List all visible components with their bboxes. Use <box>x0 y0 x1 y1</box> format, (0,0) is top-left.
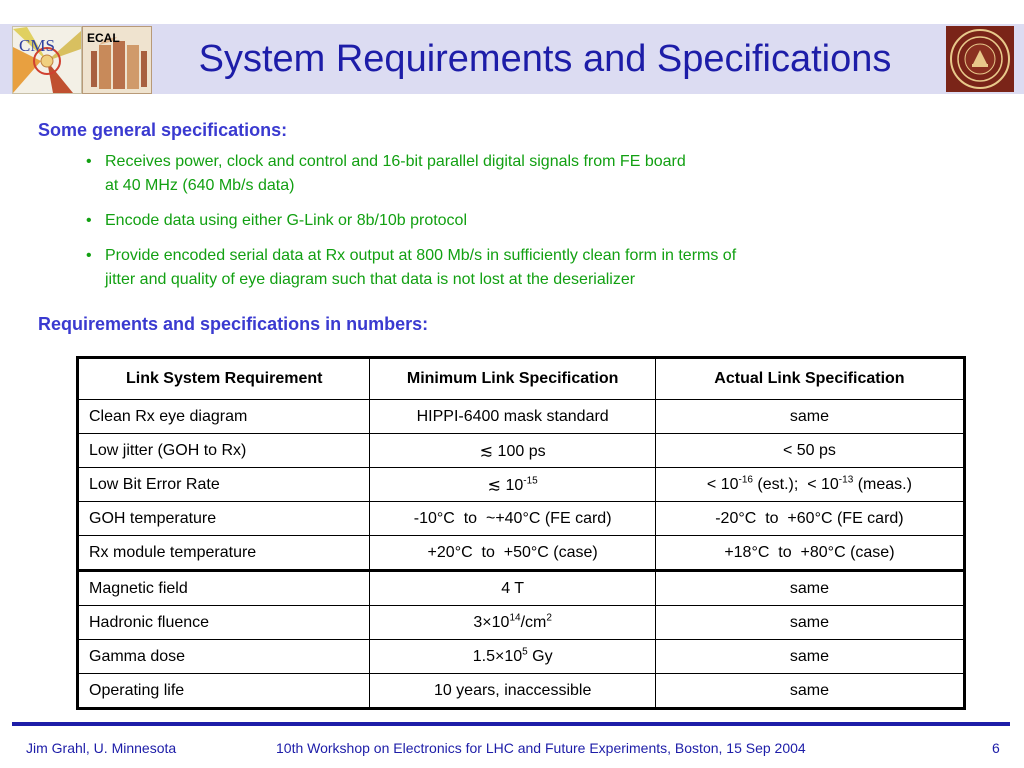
bullet-line: Provide encoded serial data at Rx output at 800 Mb/s in sufficiently clean form in terms of <box>105 247 737 264</box>
column-header-minimum: Minimum Link Specification <box>370 358 655 400</box>
table-row <box>78 674 965 709</box>
ecal-logo-text: ECAL <box>87 31 120 45</box>
cms-logo-text: CMS <box>19 36 55 55</box>
footer-divider <box>12 722 1010 726</box>
actual-cell: same <box>655 640 964 674</box>
page-number: 6 <box>992 740 1000 756</box>
requirement-cell: Clean Rx eye diagram <box>78 400 370 434</box>
value-base: < 10 <box>807 475 839 493</box>
list-item <box>84 209 984 233</box>
requirement-cell: GOH temperature <box>78 502 370 536</box>
requirement-cell: Magnetic field <box>78 571 370 606</box>
footer-author: Jim Grahl, U. Minnesota <box>26 740 177 756</box>
university-seal-graphic <box>946 26 1014 92</box>
actual-cell: < 50 ps <box>655 434 964 468</box>
table-row <box>78 571 965 606</box>
table-row <box>78 400 965 434</box>
specs-table <box>76 356 966 710</box>
value-base: 1.5×10 <box>472 647 523 665</box>
value-exponent: 14 <box>509 612 521 624</box>
column-header-actual: Actual Link Specification <box>655 358 964 400</box>
list-item <box>84 244 984 292</box>
table-row <box>78 468 965 502</box>
minimum-cell: -10°C to ~+40°C (FE card) <box>370 502 655 536</box>
minimum-cell: +20°C to +50°C (case) <box>370 536 655 571</box>
value-base: 3×10 <box>473 613 510 631</box>
value-note: (est.); <box>752 475 808 493</box>
value-exponent: 5 <box>522 646 528 658</box>
actual-cell: same <box>655 606 964 640</box>
value-base: < 10 <box>706 475 739 493</box>
minimum-cell: 4 T <box>370 571 655 606</box>
requirement-cell: Low Bit Error Rate <box>78 468 370 502</box>
value-unit: /cm <box>520 613 547 631</box>
minimum-cell: 10 years, inaccessible <box>370 674 655 709</box>
table-header-row <box>78 358 965 400</box>
requirement-cell: Hadronic fluence <box>78 606 370 640</box>
requirement-cell: Low jitter (GOH to Rx) <box>78 434 370 468</box>
bullet-line-continued: jitter and quality of eye diagram such that data is not lost at the deserializer <box>105 271 636 288</box>
cms-logo <box>12 26 82 94</box>
minimum-cell <box>370 606 655 640</box>
bullet-glyph: • <box>86 247 92 264</box>
cms-logo-graphic <box>13 27 81 93</box>
bullet-glyph: • <box>86 212 92 229</box>
minimum-cell <box>370 468 655 502</box>
table-row <box>78 606 965 640</box>
value-exponent: 2 <box>546 612 552 624</box>
general-specs-heading: Some general specifications: <box>38 120 288 140</box>
actual-cell: same <box>655 571 964 606</box>
actual-cell: same <box>655 400 964 434</box>
actual-cell: +18°C to +80°C (case) <box>655 536 964 571</box>
requirement-cell: Rx module temperature <box>78 536 370 571</box>
bullet-line: Encode data using either G-Link or 8b/10b protocol <box>105 212 468 229</box>
table-row <box>78 434 965 468</box>
value-unit: Gy <box>527 647 553 665</box>
requirement-cell: Operating life <box>78 674 370 709</box>
table-row <box>78 640 965 674</box>
minimum-cell <box>370 640 655 674</box>
general-specs-list <box>84 150 984 303</box>
requirement-cell: Gamma dose <box>78 640 370 674</box>
bullet-glyph: • <box>86 153 92 170</box>
value-base: ≲ 10 <box>487 476 524 494</box>
table-row <box>78 502 965 536</box>
bullet-line: Receives power, clock and control and 16-bit parallel digital signals from FE board <box>105 153 686 170</box>
value-note: (meas.) <box>853 475 912 493</box>
page-title: System Requirements and Specifications <box>198 38 892 80</box>
column-header-requirement: Link System Requirement <box>78 358 370 400</box>
value-exponent: -15 <box>523 475 538 487</box>
university-seal <box>946 26 1014 92</box>
numbers-heading: Requirements and specifications in numbers: <box>38 314 429 334</box>
minimum-cell: HIPPI-6400 mask standard <box>370 400 655 434</box>
value-exponent: -13 <box>838 474 854 486</box>
list-item <box>84 150 984 198</box>
ecal-logo <box>82 26 152 94</box>
actual-cell: -20°C to +60°C (FE card) <box>655 502 964 536</box>
bullet-line-continued: at 40 MHz (640 Mb/s data) <box>105 177 295 194</box>
ecal-crystal-graphic <box>83 27 151 93</box>
actual-cell: same <box>655 674 964 709</box>
table-row <box>78 536 965 571</box>
actual-cell <box>655 468 964 502</box>
footer-event: 10th Workshop on Electronics for LHC and Future Experiments, Boston, 15 Sep 2004 <box>276 740 806 756</box>
value-exponent: -16 <box>738 474 753 486</box>
minimum-cell: ≲ 100 ps <box>370 434 655 468</box>
